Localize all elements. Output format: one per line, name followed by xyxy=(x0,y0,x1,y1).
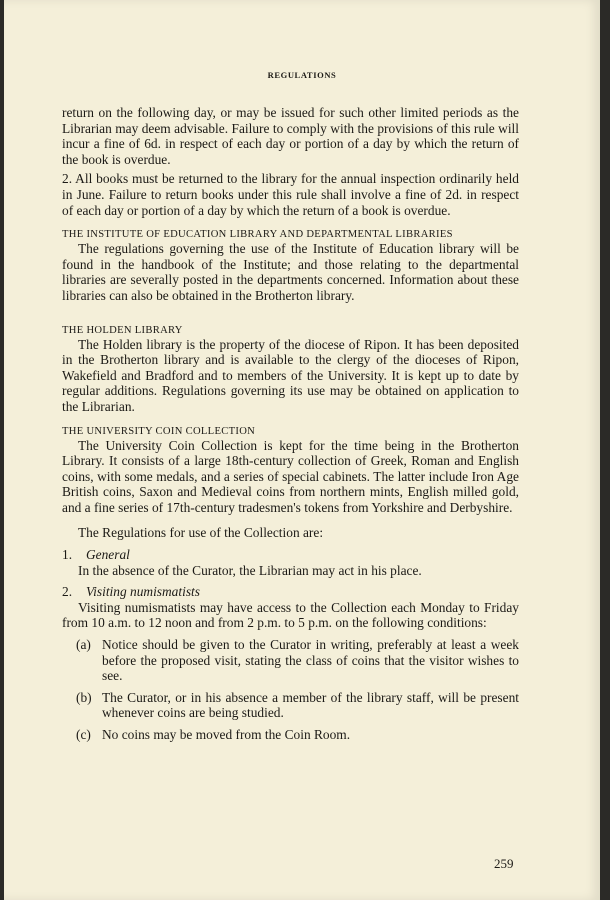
rule-2-number: 2. xyxy=(62,584,73,600)
rule-1-title: General xyxy=(86,547,130,563)
holden-text: The Holden library is the property of the diocese of Ripon. It has been deposited in the Brotherton library and is available to the clergy of the dioceses of Ripon, Wakefield and Bradford and to members of the University. It is kept up to date by regular additions. Regulations governing its use may be obtained on application to the Librarian. xyxy=(62,336,519,414)
holden-heading: THE HOLDEN LIBRARY xyxy=(62,324,183,336)
condition-a-label: (a) xyxy=(76,637,91,653)
running-head: REGULATIONS xyxy=(267,70,337,80)
rule-1-heading xyxy=(62,547,519,563)
coin-text: The University Coin Collection is kept for the time being in the Brotherton Library. It consists of a large 18th-century collection of Greek, Roman and English coins, with some medals, and a series of special cabinets. The latter include Iron Age British coins, Saxon and Medieval coins from northern mints, English milled gold, and a fine series of 17th-century tradesmen's tokens from Yorkshire and Derbyshire. xyxy=(62,437,519,515)
rule-2-title: Visiting numismatists xyxy=(86,584,200,600)
regulations-intro: The Regulations for use of the Collection are: xyxy=(78,525,324,541)
coin-heading: THE UNIVERSITY COIN COLLECTION xyxy=(62,425,256,437)
condition-c xyxy=(62,727,519,743)
condition-b-label: (b) xyxy=(76,689,92,705)
condition-b-text: The Curator, or in his absence a member of the library staff, will be present whenever coins are being studied. xyxy=(102,689,519,721)
rule-2-text: Visiting numismatists may have access to the Collection each Monday to Friday from 10 a.m. to 12 noon and from 2 p.m. to 5 p.m. on the following conditions: xyxy=(62,599,519,631)
condition-c-label: (c) xyxy=(76,727,91,742)
body-text xyxy=(62,105,519,743)
condition-b xyxy=(62,690,519,721)
condition-a-text: Notice should be given to the Curator in writing, preferably at least a week before the proposed visit, stating the class of coins that the visitor wishes to see. xyxy=(102,637,519,684)
rule-1-text: In the absence of the Curator, the Librarian may act in his place. xyxy=(78,562,422,578)
rule-1-number: 1. xyxy=(62,547,73,563)
intro-paragraph-2: 2. All books must be returned to the library for the annual inspection ordinarily held in June. Failure to return books under this rule shall involve a fine of 2d. in respect of each day or portion of a day by which the return of a book is overdue. xyxy=(62,171,519,218)
rule-2-heading xyxy=(62,584,519,600)
intro-paragraph-1: return on the following day, or may be issued for such other limited periods as the Librarian may deem advisable. Failure to comply with the provisions of this rule will incur a fine of 6d. in respect of each day or portion of a day by which the return of the book is overdue. xyxy=(62,105,519,167)
institute-text: The regulations governing the use of the Institute of Education library will be found in the handbook of the Institute; and those relating to the departmental libraries are severally posted in the departments concerned. Information about these libraries can also be obtained in the Brotherton library. xyxy=(62,241,519,303)
institute-heading: THE INSTITUTE OF EDUCATION LIBRARY AND DEPARTMENTAL LIBRARIES xyxy=(62,229,453,241)
condition-a xyxy=(62,637,519,684)
book-page xyxy=(4,0,600,900)
page-number: 259 xyxy=(494,856,514,871)
condition-c-text: No coins may be moved from the Coin Room. xyxy=(102,727,351,742)
